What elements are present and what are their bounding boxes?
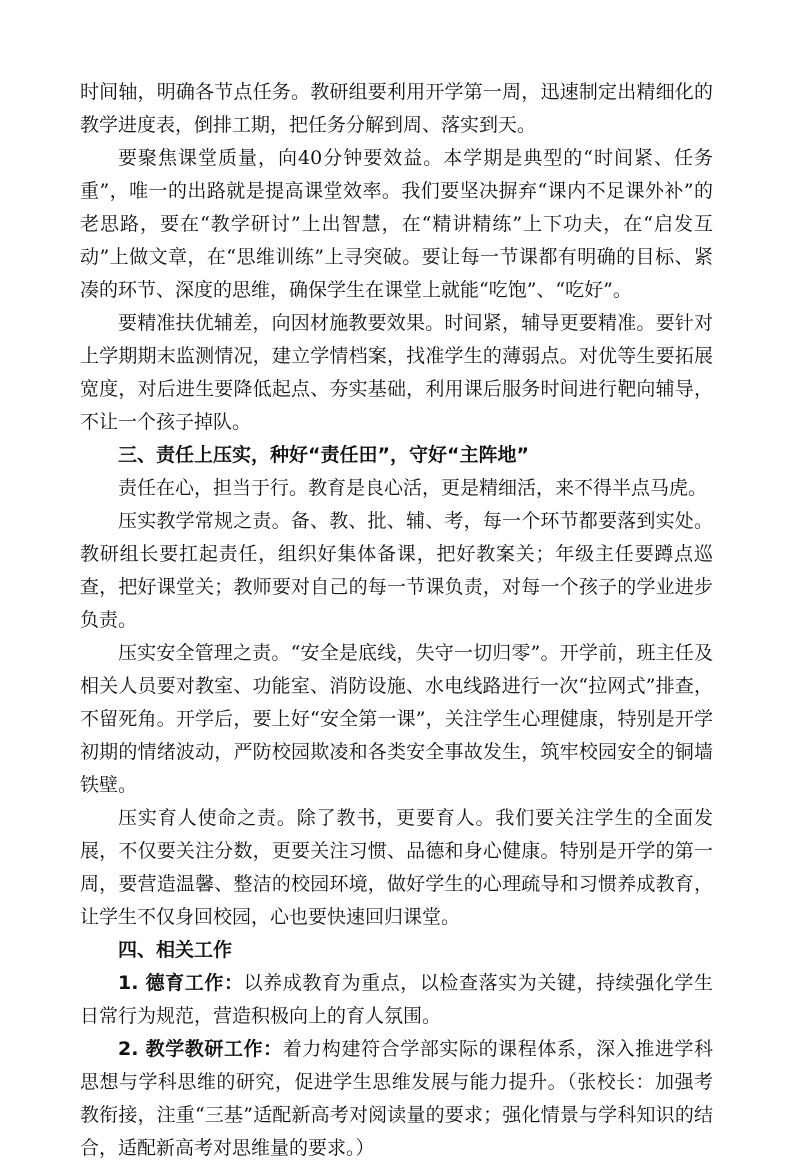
list-item-teaching-research <box>80 1033 713 1165</box>
list-item-lead: 1. 德育工作： <box>118 972 244 994</box>
section-heading-responsibility: 三、责任上压实，种好“责任田”，守好“主阵地” <box>118 444 529 466</box>
list-item-moral-education <box>80 967 713 1033</box>
section-heading-related-work: 四、相关工作 <box>118 939 233 961</box>
paragraph-responsibility-intro: 责任在心，担当于行。教育是良心活，更是精细活，来不得半点马虎。 <box>118 477 708 499</box>
paragraph-safety: 压实安全管理之责。“安全是底线，失守一切归零”。开学前，班主任及相关人员要对教室、功能室、消防设施、水电线路进行一次“拉网式”排查，不留死角。开学后，要上好“安全第一课”，关注学生心理健康，特别是开学初期的情绪波动，严防校园欺凌和各类安全事故发生，筑牢校园安全的铜墙铁壁。 <box>80 642 713 796</box>
paragraph-teaching-routine: 压实教学常规之责。备、教、批、辅、考，每一个环节都要落到实处。教研组长要扛起责任，组织好集体备课，把好教案关；年级主任要蹲点巡查，把好课堂关；教师要对自己的每一节课负责，对每一个孩子的学业进步负责。 <box>80 510 713 631</box>
paragraph-timeline: 时间轴，明确各节点任务。教研组要利用开学第一周，迅速制定出精细化的教学进度表，倒排工期，把任务分解到周、落实到天。 <box>80 81 713 136</box>
paragraph-education-mission: 压实育人使命之责。除了教书，更要育人。我们要关注学生的全面发展，不仅要关注分数，更要关注习惯、品德和身心健康。特别是开学的第一周，要营造温馨、整洁的校园环境，做好学生的心理疏导和习惯养成教育，让学生不仅身回校园，心也要快速回归课堂。 <box>80 807 713 928</box>
list-item-text: 以养成教育为重点，以检查落实为关键，持续强化学生日常行为规范，营造积极向上的育人氛围。 <box>80 972 713 1027</box>
list-item-text: 着力构建符合学部实际的课程体系，深入推进学科思想与学科思维的研究，促进学生思维发展与能力提升。（张校长：加强考教衔接，注重“三基”适配新高考对阅读量的要求；强化情景与学科知识的结合，适配新高考对思维量的要求。） <box>80 1038 713 1159</box>
paragraph-classroom-quality: 要聚焦课堂质量，向40分钟要效益。本学期是典型的“时间紧、任务重”，唯一的出路就是提高课堂效率。我们要坚决摒弃“课内不足课外补”的老思路，要在“教学研讨”上出智慧，在“精讲精练”上下功夫，在“启发互动”上做文章，在“思维训练”上寻突破。要让每一节课都有明确的目标、紧凑的环节、深度的思维，确保学生在课堂上就能“吃饱”、“吃好”。 <box>80 147 713 301</box>
list-item-lead: 2. 教学教研工作： <box>118 1038 283 1060</box>
paragraph-tutoring: 要精准扶优辅差，向因材施教要效果。时间紧，辅导更要精准。要针对上学期期末监测情况，建立学情档案，找准学生的薄弱点。对优等生要拓展宽度，对后进生要降低起点、夯实基础，利用课后服务时间进行靶向辅导，不让一个孩子掉队。 <box>80 312 713 433</box>
